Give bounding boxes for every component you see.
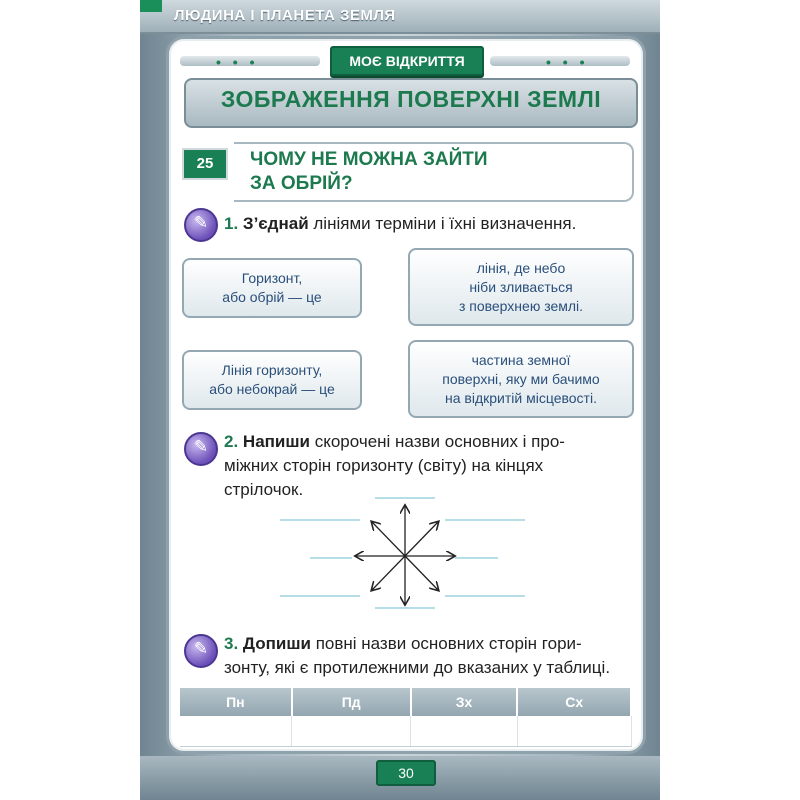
table-header-row xyxy=(180,688,631,716)
chapter-title: ЛЮДИНА І ПЛАНЕТА ЗЕМЛЯ xyxy=(174,7,396,24)
arrows xyxy=(356,506,454,604)
lesson-title xyxy=(250,148,610,196)
card-line: або небокрай — це xyxy=(209,381,335,397)
textbook-page xyxy=(140,0,660,800)
dots-right: • • • xyxy=(546,54,589,70)
answer-cell[interactable] xyxy=(411,716,518,747)
lesson-number: 25 xyxy=(182,148,228,180)
task-1-text: лініями терміни і їхні визначення. xyxy=(308,214,577,233)
lesson-header xyxy=(182,142,634,200)
answer-cell[interactable] xyxy=(180,716,292,747)
card-line: ніби зливається xyxy=(469,279,573,295)
table-header-cell: Зх xyxy=(411,688,518,716)
answer-cell[interactable] xyxy=(292,716,411,747)
task-3-line-2: зонту, які є протилежними до вказаних у таблиці. xyxy=(224,658,611,677)
table-header-cell: Сх xyxy=(517,688,631,716)
task-2-text: скорочені назви основних і про- xyxy=(310,432,565,451)
topic-banner xyxy=(184,78,638,128)
compass-rose-diagram xyxy=(270,492,530,612)
table-header-cell: Пн xyxy=(180,688,292,716)
card-line: Лінія горизонту, xyxy=(221,362,323,378)
directions-table xyxy=(180,688,632,747)
definition-card-2[interactable] xyxy=(408,340,634,418)
dots-left: • • • xyxy=(216,54,259,70)
lesson-title-line-2: ЗА ОБРІЙ? xyxy=(250,173,353,194)
term-card-horizon[interactable] xyxy=(182,258,362,318)
corner-accent xyxy=(140,0,162,12)
task-2-line-1 xyxy=(224,430,634,454)
card-line: частина земної xyxy=(471,352,571,368)
task-1-verb: З’єднай xyxy=(242,214,309,233)
term-card-horizon-line[interactable] xyxy=(182,350,362,410)
task-1 xyxy=(224,212,634,236)
card-line: або обрій — це xyxy=(222,289,322,305)
task-2-line-2: міжних сторін горизонту (світу) на кінцях xyxy=(224,456,544,475)
task-2-number: 2. xyxy=(224,432,239,451)
table-answer-row xyxy=(180,716,631,747)
topic-title: ЗОБРАЖЕННЯ ПОВЕРХНІ ЗЕМЛІ xyxy=(220,86,602,112)
task-3-verb: Допиши xyxy=(242,634,311,653)
lesson-title-line-1: ЧОМУ НЕ МОЖНА ЗАЙТИ xyxy=(250,149,488,170)
card-line: Горизонт, xyxy=(241,270,303,286)
pencil-icon: ✎ xyxy=(184,208,218,242)
answer-cell[interactable] xyxy=(517,716,631,747)
page-number: 30 xyxy=(376,760,436,786)
table-header-cell: Пд xyxy=(292,688,411,716)
card-line: з поверхнею землі. xyxy=(458,298,584,314)
card-line: на відкритій місцевості. xyxy=(445,390,597,406)
task-3-text: повні назви основних сторін гори- xyxy=(310,634,582,653)
task-3-number: 3. xyxy=(224,634,239,653)
pencil-icon: ✎ xyxy=(184,634,218,668)
definition-card-1[interactable] xyxy=(408,248,634,326)
task-2-verb: Напиши xyxy=(242,432,310,451)
task-2-line-3: стрілочок. xyxy=(224,480,304,499)
task-3 xyxy=(224,632,634,680)
pencil-icon: ✎ xyxy=(184,432,218,466)
card-line: поверхні, яку ми бачимо xyxy=(442,371,600,387)
section-tab: МОЄ ВІДКРИТТЯ xyxy=(330,46,484,76)
card-line: лінія, де небо xyxy=(476,260,566,276)
task-1-number: 1. xyxy=(224,214,239,233)
task-3-line-1 xyxy=(224,632,634,656)
